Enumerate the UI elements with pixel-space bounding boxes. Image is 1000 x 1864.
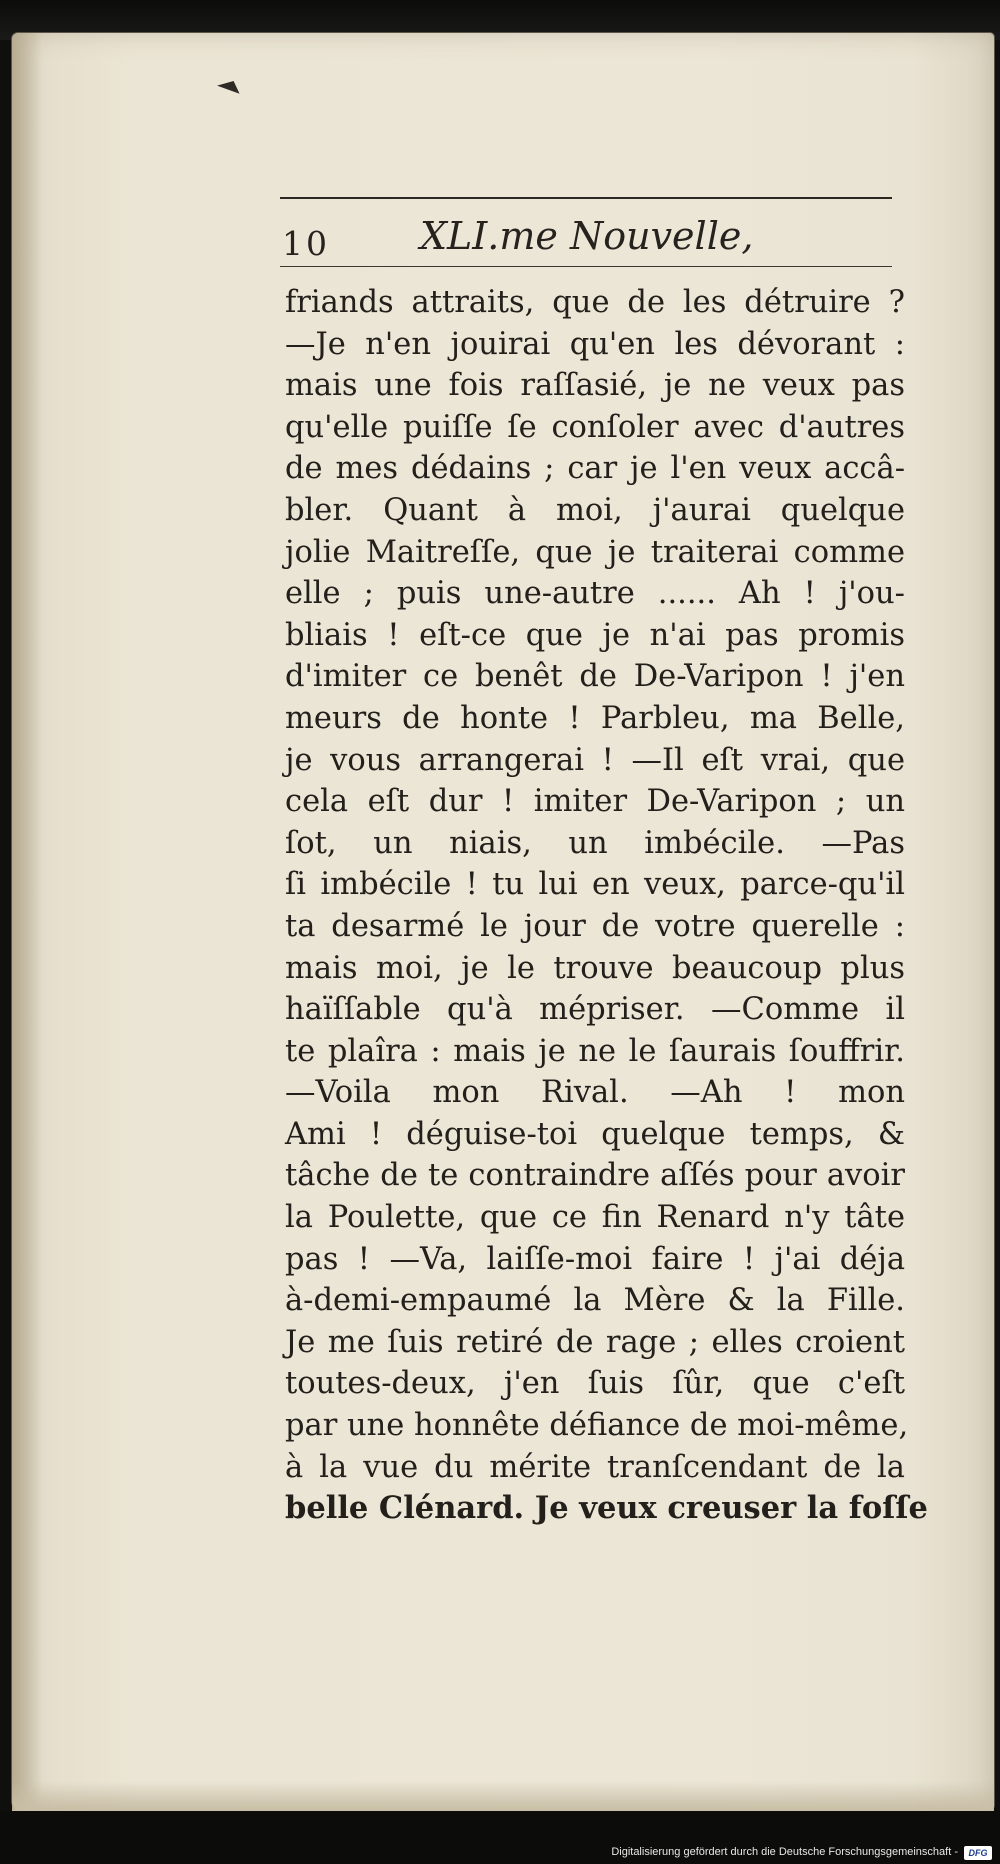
digitization-credit: Digitalisierung gefördert durch die Deutsche Forschungsgemeinschaft - [611, 1846, 958, 1858]
page-body-text [285, 282, 928, 1530]
text-line: par une honnête défiance de moi-même, [285, 1408, 909, 1444]
page-number: 10 [282, 224, 330, 263]
text-line: bliais ! eſt-ce que je n'ai pas promis [285, 617, 905, 653]
text-line: ſi imbécile ! tu lui en veux, parce-qu'il [285, 867, 905, 903]
text-line: mais une fois raſſasié, je ne veux pas [285, 368, 905, 404]
text-line: meurs de honte ! Parbleu, ma Belle, [285, 700, 905, 736]
scan-footer-bar [0, 1811, 1000, 1864]
text-line: —Je n'en jouirai qu'en les dévorant : [285, 326, 905, 362]
text-line: pas ! —Va, laiſſe-moi faire ! j'ai déja [285, 1241, 905, 1277]
text-line: à la vue du mérite tranſcendant de la [285, 1449, 905, 1485]
text-line: elle ; puis une-autre ...... Ah ! j'ou- [285, 576, 905, 612]
header-rule-top [280, 197, 892, 199]
text-line: qu'elle puiſſe ſe conſoler avec d'autres [285, 409, 905, 445]
text-line: —Voila mon Rival. —Ah ! mon [285, 1075, 905, 1111]
text-line: à-demi-empaumé la Mère & la Fille. [285, 1283, 905, 1319]
text-line: friands attraits, que de les détruire ? [285, 285, 905, 320]
text-line: tâche de te contraindre aſſés pour avoir [285, 1158, 905, 1194]
text-line: d'imiter ce benêt de De-Varipon ! j'en [285, 659, 905, 695]
text-line: de mes dédains ; car je l'en veux accâ- [285, 451, 905, 487]
text-line: jolie Maitreſſe, que je traiterai comme [285, 534, 905, 570]
text-line: ta desarmé le jour de votre querelle : [285, 908, 905, 944]
text-line: haïſſable qu'à mépriser. —Comme il [285, 992, 905, 1028]
text-line: te plaîra : mais je ne le ſaurais ſouffrir. [285, 1033, 905, 1069]
running-head: XLI.me Nouvelle, [420, 214, 754, 258]
text-line: Je me ſuis retiré de rage ; elles croient [285, 1324, 905, 1360]
text-line: la Poulette, que ce fin Renard n'y tâte [285, 1200, 905, 1236]
text-line: Ami ! déguise-toi quelque temps, & [285, 1116, 905, 1152]
page-bottom-edge-shadow [12, 1781, 994, 1811]
text-line: je vous arrangerai ! —Il eſt vrai, que [285, 742, 905, 778]
text-line: cela eſt dur ! imiter De-Varipon ; un [285, 784, 905, 820]
dfg-logo-icon: DFG [964, 1846, 992, 1860]
text-line: ſot, un niais, un imbécile. —Pas [285, 825, 905, 861]
text-line: mais moi, je le trouve beaucoup plus [285, 950, 905, 986]
page-left-edge-shadow [12, 33, 42, 1811]
text-line: belle Clénard. Je veux creuser la foſſe [285, 1490, 928, 1527]
header-rule-bottom [280, 266, 892, 267]
page-header [280, 212, 892, 264]
text-line: bler. Quant à moi, j'aurai quelque [285, 492, 905, 528]
text-line: toutes-deux, j'en ſuis ſûr, que c'eſt [285, 1366, 905, 1402]
